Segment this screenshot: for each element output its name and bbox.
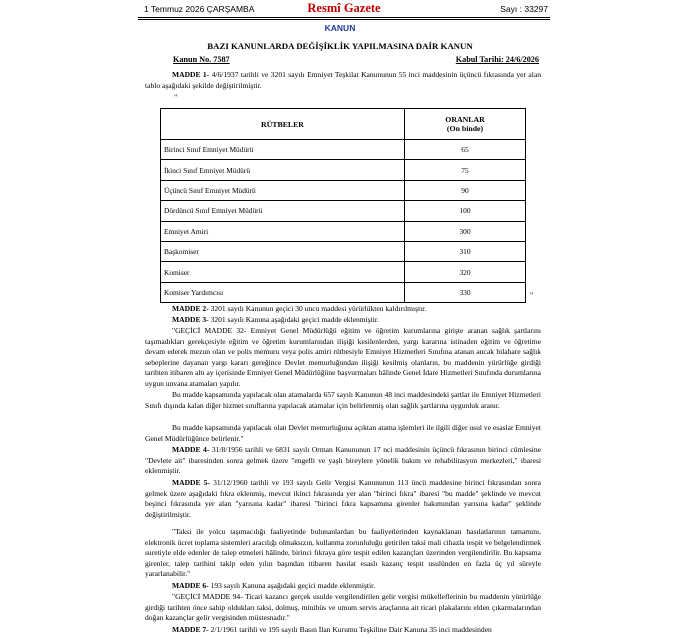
rate-cell: 330 [405, 282, 526, 302]
rank-cell: Komiser [161, 262, 405, 282]
paragraph-atamalar: Bu madde kapsamında yapılacak olan atamalarda 657 sayılı Kanunun 48 inci maddesindeki şartlar ile Emniyet Hizmetleri Sınıfı dışında kalan diğer hizmet sınıflarına yapılacak atamalar için belirlenmiş olan sağlık şartlarına uygunluk aranır. [145, 390, 541, 410]
rank-cell: Dördüncü Sınıf Emniyet Müdürü [161, 201, 405, 221]
madde-label: MADDE 2- [172, 304, 209, 313]
madde-text: 2/1/1961 tarihli ve 195 sayılı Basın İlan Kurumu Teşkiline Dair Kanuna 35 inci maddesinden [210, 625, 492, 634]
madde-label: MADDE 5- [172, 478, 210, 487]
madde-text: 193 sayılı Kanuna aşağıdaki geçici madde eklenmiştir. [210, 581, 376, 590]
madde-6 [145, 581, 541, 592]
header-rank: RÜTBELER [161, 109, 405, 140]
madde-3 [145, 315, 541, 326]
paragraph-usul: Bu madde kapsamında yapılacak olan Devlet memurluğuna açıktan atama işlemleri ile ilgili diğer usul ve esaslar Emniyet Genel Müdürlüğünce belirlenir." [145, 423, 541, 443]
gazette-title: Resmî Gazete [307, 1, 381, 15]
madde-label: MADDE 1- [172, 70, 210, 79]
open-quote: " [174, 93, 178, 102]
rate-cell: 90 [405, 180, 526, 200]
gecici-madde-94: "GEÇİCİ MADDE 94- Ticari kazancı gerçek usulde vergilendirilen gelir vergisi mükelleflerinin bu maddenin yürürlüğe girdiği tarihten önce sahip oldukları taksi, dolmuş, minibüs ve umum servis araçlarına ait ticari plakalarını elden çıkarmalarından doğan kazançlar gelir vergisinden müstesnadır." [145, 592, 541, 623]
table-row [161, 180, 526, 200]
header-rate [405, 109, 526, 140]
gecici-madde-32: "GEÇİCİ MADDE 32- Emniyet Genel Müdürlüğü eğitim ve öğretim kurumlarına girişte aranan sağlık şartlarını taşımadıkları gerekçesiyle eğitim ve öğretim kurumlarından ilişiği kesilenlerden, yargı kararına istinaden eğitim ve öğretime devam ederek mezun olan ve polis memuru veya polis amiri rütbesiyle Emniyet Hizmetleri Sınıfına atanan ancak bilahare sağlık sebeplerine dayanan yargı kararı gereğince Devlet memurluğundan ilişiği kesilmiş olanların, bu maddenin yürürlüğe girdiği tarihten itibaren altı ay içerisinde Emniyet Genel Müdürlüğüne başvurmaları hâlinde Genel İdare Hizmetleri Sınıfında durumlarına uygun unvana atamaları yapılır. [145, 326, 541, 388]
table-row [161, 262, 526, 282]
rank-cell: Komiser Yardımcısı [161, 282, 405, 302]
acceptance-date: Kabul Tarihi: 24/6/2026 [455, 55, 539, 64]
gazette-header [138, 1, 550, 17]
rank-cell: Başkomiser [161, 241, 405, 261]
section-label: KANUN [324, 23, 356, 33]
rank-cell: Üçüncü Sınıf Emniyet Müdürü [161, 180, 405, 200]
header-rate-sub: (On binde) [446, 124, 484, 133]
rank-cell: İkinci Sınıf Emniyet Müdürü [161, 160, 405, 180]
madde-label: MADDE 6- [172, 581, 209, 590]
header-date: 1 Temmuz 2026 ÇARŞAMBA [144, 4, 255, 14]
madde-label: MADDE 4- [172, 445, 210, 454]
paragraph-taksi: "Taksi ile yolcu taşımacılığı faaliyetinde bulunanlardan bu faaliyetlerinden kaynaklanan hasılatlarının tamamını, elektronik ücret toplama sistemleri aracılığı olmaksızın, kullanma zorunluluğu getirilen taksi mali cihazla tespit ve belgelendirmek suretiyle elde edenler de talep etmeleri hâlinde, birinci fıkraya göre tespit edilen kazançları üzerinden vergilendirilir. Bu kapsama girenler, talep tarihini takip eden yılın başından itibaren hasılat esaslı kazanç tespit usulünden en fazla üç yıl süreyle yararlanabilir." [145, 527, 541, 579]
rank-cell: Birinci Sınıf Emniyet Müdürü [161, 140, 405, 160]
rate-cell: 310 [405, 241, 526, 261]
madde-label: MADDE 3- [172, 315, 209, 324]
madde-7 [145, 625, 541, 636]
table-row [161, 282, 526, 302]
madde-text: 3201 sayılı Kanunun geçici 30 uncu maddesi yürürlükten kaldırılmıştır. [210, 304, 427, 313]
madde-text: 4/6/1937 tarihli ve 3201 sayılı Emniyet Teşkilat Kanununun 55 inci maddesinin üçüncü fıkrasında [211, 70, 514, 79]
table-row [161, 221, 526, 241]
madde-text: 3201 sayılı Kanuna aşağıdaki geçici madde eklenmiştir. [210, 315, 379, 324]
rank-rate-table [160, 108, 526, 303]
madde-label: MADDE 7- [172, 625, 209, 634]
table-row [161, 140, 526, 160]
madde-text-cont: yer alan tablo aşağıdaki şekilde değiştirilmiştir. [145, 70, 541, 90]
rate-cell: 65 [405, 140, 526, 160]
rank-cell: Emniyet Amiri [161, 221, 405, 241]
madde-text: 31/12/1960 tarihli ve 193 sayılı Gelir Vergisi Kanununun 113 üncü maddesine birinci fıkrasından sonra gelmek üzere aşağıdaki fıkra eklenmiş, mevcut ikinci fıkrasında yer alan "birinci fıkra" ibaresi "bu madde" şeklinde ve mevcut beşinci fıkrasında yer alan "yarısına kadar" ibaresi "birinci fıkra kapsamına girenler bakımından yarısına kadar" şeklinde değiştirilmiştir. [145, 478, 542, 519]
madde-4 [145, 445, 541, 477]
rate-cell: 75 [405, 160, 526, 180]
rate-cell: 300 [405, 221, 526, 241]
madde-1 [145, 70, 541, 91]
table-row [161, 201, 526, 221]
table-row [161, 160, 526, 180]
issue-number: Sayı : 33297 [500, 4, 548, 14]
rate-cell: 100 [405, 201, 526, 221]
close-quote: " [530, 291, 534, 300]
header-rate-label: ORANLAR [445, 115, 485, 124]
table-row [161, 241, 526, 261]
header-rule-top [138, 17, 550, 18]
madde-2 [145, 304, 541, 315]
law-number: Kanun No. 7587 [173, 55, 230, 64]
law-title: BAZI KANUNLARDA DEĞİŞİKLİK YAPILMASINA DAİR KANUN [207, 41, 473, 51]
header-rule-bottom [138, 19, 550, 20]
madde-text: 31/8/1956 tarihli ve 6831 sayılı Orman Kanununun 17 nci maddesinin üçüncü fıkrasının birinci cümlesine "Devlete ait" ibaresinden sonra gelmek üzere "engelli ve yaşlı bireylere yönelik bakım ve rehabilitasyon merkezleri," ibaresi eklenmiştir. [145, 445, 541, 476]
madde-5 [145, 478, 541, 520]
rate-cell: 320 [405, 262, 526, 282]
